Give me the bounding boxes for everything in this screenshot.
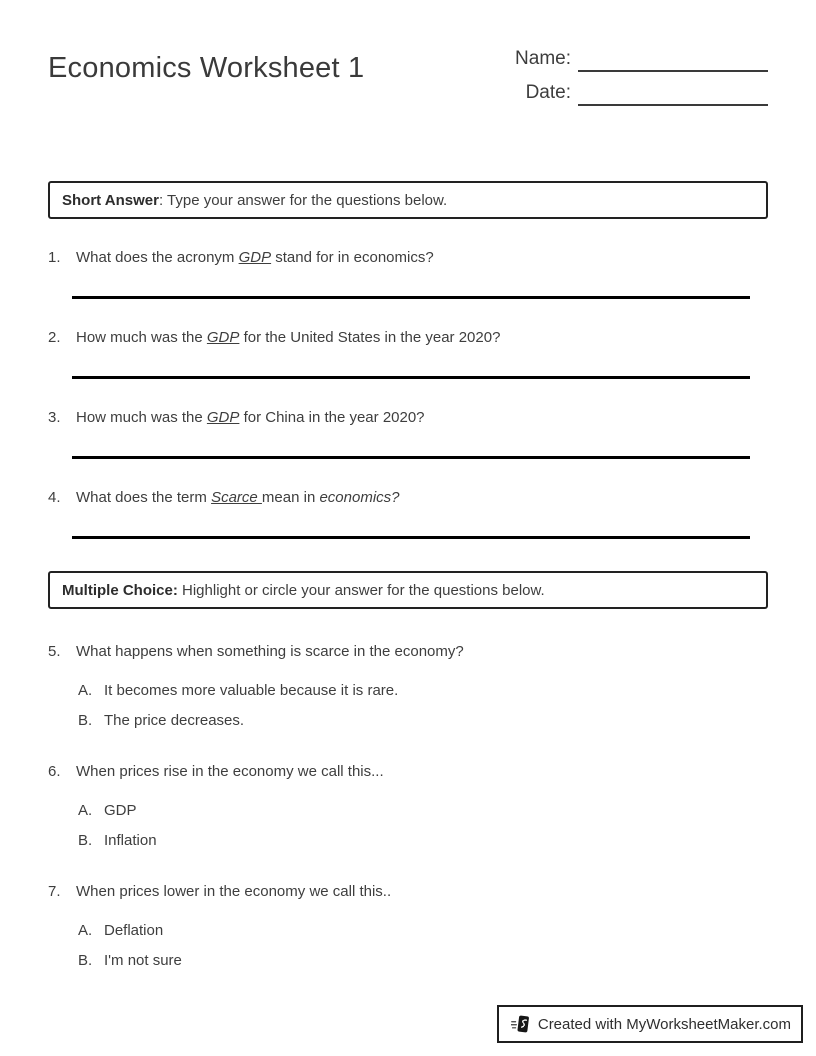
question-7-option-a[interactable] <box>78 922 768 939</box>
question-5-text <box>48 643 768 660</box>
option-letter: A. <box>78 802 93 819</box>
question-text-segment: stand for in economics? <box>271 249 434 266</box>
question-number: 7. <box>48 883 61 900</box>
question-5 <box>48 643 768 729</box>
question-body: What happens when something is scarce in the economy? <box>76 643 464 660</box>
question-2 <box>48 329 768 379</box>
question-6-options <box>48 802 768 849</box>
multiple-choice-section-header <box>48 571 768 609</box>
answer-line-4[interactable] <box>72 536 750 539</box>
question-5-option-a[interactable] <box>78 682 768 699</box>
question-2-text <box>48 329 768 346</box>
question-text-segment: What does the term <box>76 489 212 506</box>
name-row <box>515 48 768 72</box>
header <box>48 50 768 116</box>
question-text-segment: How much was the <box>76 409 207 426</box>
question-term: GDP <box>206 409 240 426</box>
question-4-text <box>48 489 768 506</box>
answer-line-1[interactable] <box>72 296 750 299</box>
question-1 <box>48 249 768 299</box>
credit-text: Created with MyWorksheetMaker.com <box>537 1015 791 1033</box>
question-7-text <box>48 883 768 900</box>
question-number: 5. <box>48 643 61 660</box>
question-4 <box>48 489 768 539</box>
question-body <box>76 329 500 346</box>
date-row <box>526 82 768 106</box>
date-label: Date: <box>525 82 571 103</box>
credit-badge[interactable] <box>497 1005 803 1043</box>
short-answer-section-instructions: : Type your answer for the questions below. <box>158 191 448 209</box>
question-number: 4. <box>48 489 61 506</box>
worksheetmaker-logo-icon <box>511 1010 531 1038</box>
option-letter: B. <box>78 952 93 969</box>
option-letter: A. <box>78 922 93 939</box>
question-term: GDP <box>238 249 272 266</box>
option-text: Inflation <box>104 832 157 849</box>
question-6 <box>48 763 768 849</box>
question-number: 2. <box>48 329 61 346</box>
question-7-options <box>48 922 768 969</box>
option-text: I'm not sure <box>104 952 182 969</box>
option-text: GDP <box>104 802 137 819</box>
question-term: GDP <box>206 329 240 346</box>
option-letter: A. <box>78 682 93 699</box>
question-body <box>76 489 400 506</box>
question-number: 3. <box>48 409 61 426</box>
question-text-segment: for China in the year 2020? <box>239 409 425 426</box>
date-input-line[interactable] <box>578 82 768 106</box>
name-input-line[interactable] <box>578 48 768 72</box>
question-6-text <box>48 763 768 780</box>
option-text: Deflation <box>104 922 164 939</box>
option-text: It becomes more valuable because it is rare. <box>104 682 399 699</box>
question-text-segment: What does the acronym <box>76 249 239 266</box>
multiple-choice-section-instructions: Highlight or circle your answer for the questions below. <box>177 581 545 599</box>
question-body <box>76 249 434 266</box>
question-term: Scarce <box>211 489 262 506</box>
question-3 <box>48 409 768 459</box>
answer-line-2[interactable] <box>72 376 750 379</box>
option-letter: B. <box>78 832 93 849</box>
question-6-option-a[interactable] <box>78 802 768 819</box>
answer-line-3[interactable] <box>72 456 750 459</box>
name-label: Name: <box>515 48 571 69</box>
question-text-segment: for the United States in the year 2020? <box>239 329 501 346</box>
question-body <box>76 409 425 426</box>
name-date-block <box>515 48 768 116</box>
short-answer-section-header <box>48 181 768 219</box>
question-emphasis: economics? <box>319 489 400 506</box>
multiple-choice-section-label: Multiple Choice: <box>62 581 178 599</box>
question-1-text <box>48 249 768 266</box>
question-body: When prices lower in the economy we call this.. <box>76 883 392 900</box>
question-6-option-b[interactable] <box>78 832 768 849</box>
question-5-options <box>48 682 768 729</box>
question-number: 6. <box>48 763 61 780</box>
question-text-segment: How much was the <box>76 329 207 346</box>
short-answer-section-label: Short Answer <box>62 191 159 209</box>
question-number: 1. <box>48 249 61 266</box>
question-7 <box>48 883 768 969</box>
question-7-option-b[interactable] <box>78 952 768 969</box>
question-body: When prices rise in the economy we call this... <box>76 763 384 780</box>
question-3-text <box>48 409 768 426</box>
question-5-option-b[interactable] <box>78 712 768 729</box>
option-letter: B. <box>78 712 93 729</box>
question-text-segment: mean in <box>261 489 320 506</box>
page-title: Economics Worksheet 1 <box>48 52 365 84</box>
option-text: The price decreases. <box>104 712 245 729</box>
